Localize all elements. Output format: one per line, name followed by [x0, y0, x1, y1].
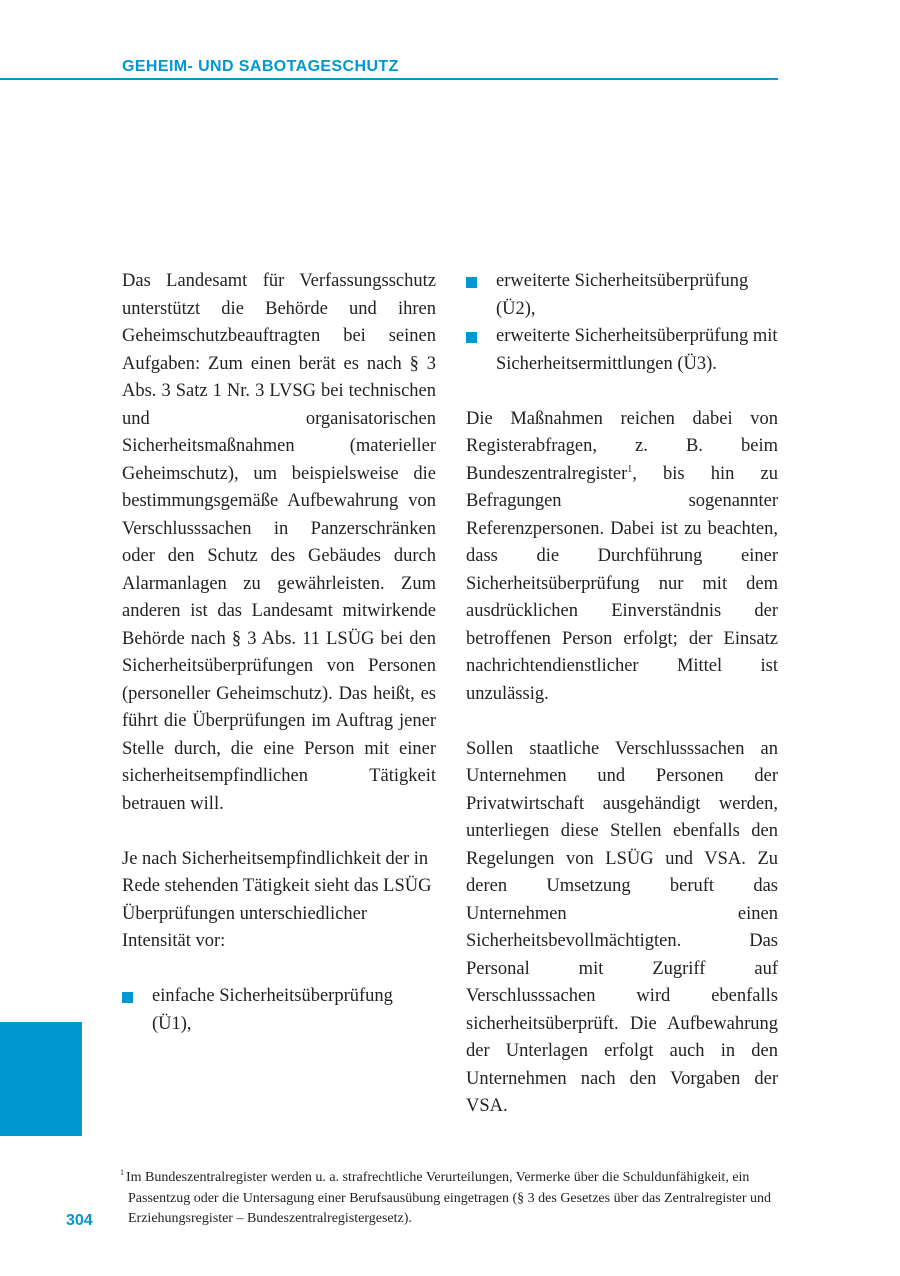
list-item-text: einfache Sicherheitsüberprüfung (Ü1), — [152, 986, 393, 1034]
chapter-side-tab — [0, 1022, 82, 1136]
check-level-list — [466, 268, 778, 378]
page-number: 304 — [66, 1212, 93, 1229]
body-paragraph: Je nach Sicherheitsempfindlichkeit der in Rede stehenden Tätigkeit sieht das LSÜG Überprüfungen unterschiedlicher Intensität vor: — [122, 848, 432, 951]
list-item-text: erweiterte Sicherheitsüberprüfung (Ü2), — [496, 271, 749, 319]
header-rule — [0, 78, 778, 80]
right-column — [466, 268, 778, 1148]
square-bullet-icon — [122, 992, 133, 1003]
footnote-reference[interactable]: 1 — [627, 463, 633, 475]
running-header-title: GEHEIM- UND SABOTAGESCHUTZ — [122, 58, 399, 75]
square-bullet-icon — [466, 332, 477, 343]
list-item — [466, 323, 778, 378]
body-paragraph: Das Landesamt für Verfassungsschutz unterstützt die Behörde und ihren Geheimschutzbeauftragten bei seinen Aufgaben: Zum einen berät es nach § 3 Abs. 3 Satz 1 Nr. 3 LVSG bei technischen und organisatorischen Sicherheitsmaßnahmen (materieller Geheimschutz), um beispielsweise die bestimmungsgemäße Aufbewahrung von Verschlusssachen in Panzerschränken oder den Schutz des Gebäudes durch Alarmanlagen zu gewährleisten. Zum anderen ist das Landesamt mitwirkende Behörde nach § 3 Abs. 11 LSÜG bei den Sicherheitsüberprüfungen von Personen (personeller Geheimschutz). Das heißt, es führt die Überprüfungen im Auftrag jener Stelle durch, die eine Person mit einer sicherheitsempfindlichen Tätigkeit betrauen will. — [122, 271, 436, 814]
check-level-list — [122, 983, 436, 1038]
list-item — [122, 983, 436, 1038]
list-item-text: erweiterte Sicherheitsüberprüfung mit Sicherheitsermittlungen (Ü3). — [496, 326, 778, 374]
body-paragraph: Sollen staatliche Verschlusssachen an Unternehmen und Personen der Privatwirtschaft ausgehändigt werden, unterliegen diese Stellen ebenfalls den Regelungen von LSÜG und VSA. Zu deren Umsetzung beruft das Unternehmen einen Sicherheitsbevollmächtigten. Das Personal mit Zugriff auf Verschlusssachen wird ebenfalls sicherheitsüberprüft. Die Aufbewahrung der Unterlagen erfolgt auch in den Unternehmen nach den Vorgaben der VSA. — [466, 738, 778, 1116]
footnote-text: Im Bundeszentralregister werden u. a. strafrechtliche Verurteilungen, Vermerke über die Schuldunfähigkeit, ein Passentzug oder die Untersagung einer Berufsausübung eingetragen (§ 3 des Gesetzes über das Zentralregister und Erziehungsregister – Bundeszentralregistergesetz). — [126, 1170, 772, 1226]
list-item — [466, 268, 778, 323]
paragraph-text: Die Maßnahmen reichen dabei von Registerabfragen, z. B. beim Bundeszentralregister — [466, 408, 778, 484]
left-column — [122, 268, 436, 1066]
body-paragraph — [466, 406, 778, 709]
footnote — [120, 1168, 780, 1230]
paragraph-text: , bis hin zu Befragungen sogenannter Referenzpersonen. Dabei ist zu beachten, dass die Durchführung einer Sicherheitsüberprüfung nur mit dem ausdrücklichen Einverständnis der betroffenen Person erfolgt; der Einsatz nachrichtendienstlicher Mittel ist unzulässig. — [466, 463, 778, 704]
square-bullet-icon — [466, 277, 477, 288]
footnote-marker: 1 — [120, 1168, 124, 1178]
